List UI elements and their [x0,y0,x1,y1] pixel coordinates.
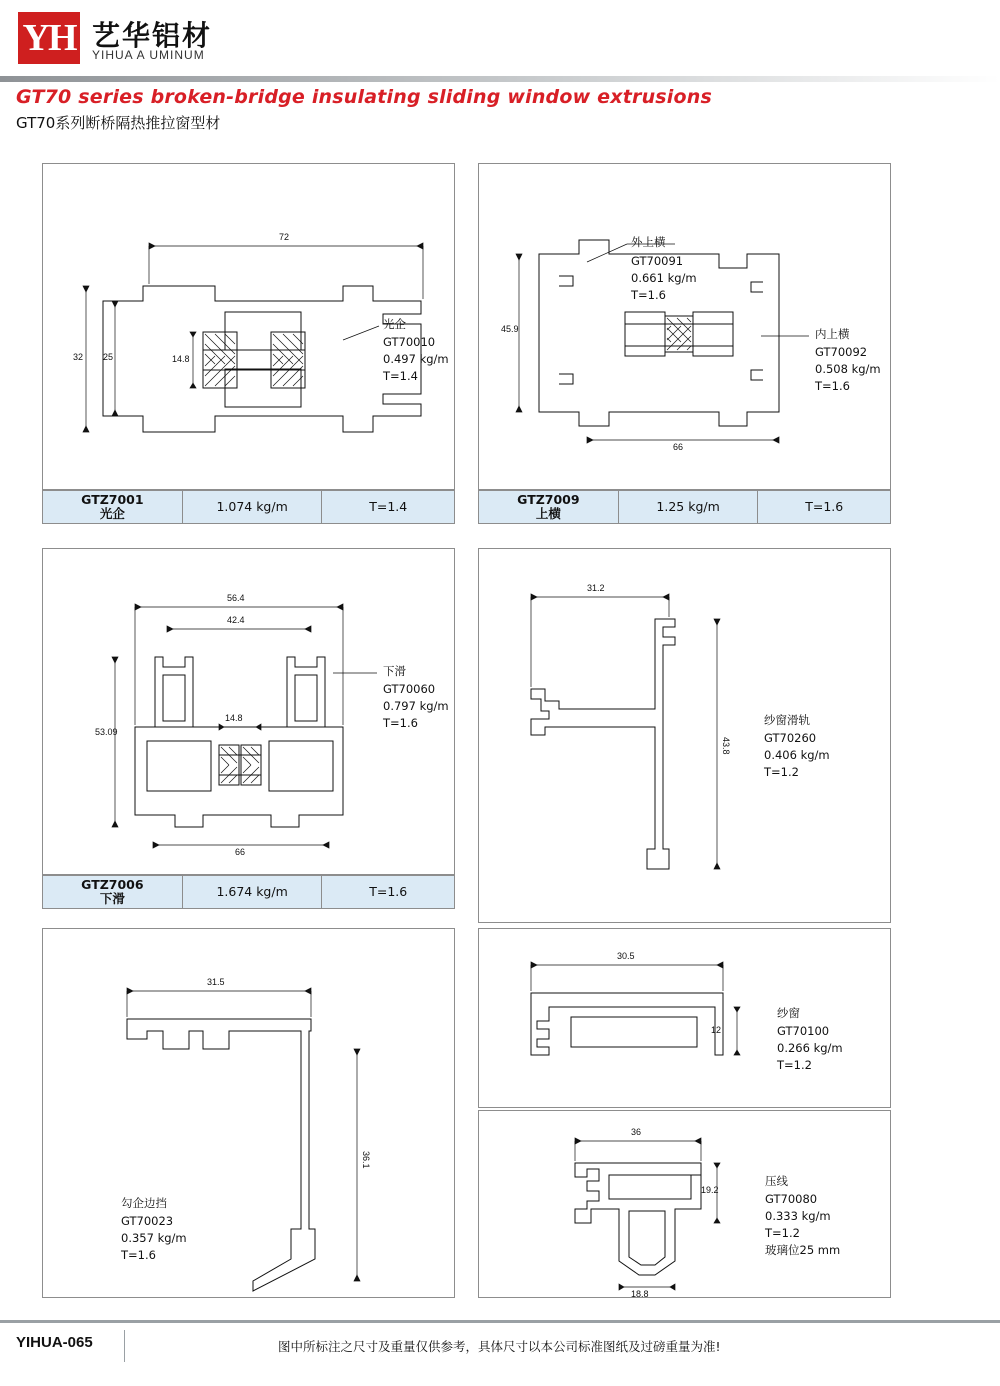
profile-drawing-gt70100 [479,929,890,1107]
logo-mark [18,12,80,64]
part-label-gt70023-thickness: T=1.6 [121,1248,156,1262]
profile-panel-gt70023 [42,928,455,1298]
caption-code: GTZ7006 [81,876,144,892]
part-label-gt70080-code: GT70080 [765,1192,818,1206]
footer-separator [124,1330,125,1362]
part-label-gt70060-name: 下滑 [383,664,406,678]
footer-note: 图中所标注之尺寸及重量仅供参考，具体尺寸以本公司标准图纸及过磅重量为准! [278,1339,721,1354]
caption-code: GTZ7001 [81,491,144,507]
dimension-72: 72 [279,232,290,242]
page-code: YIHUA-065 [16,1334,93,1351]
part-label-gt70080-extra: 玻璃位25 mm [765,1243,841,1257]
profile-drawing-gt70080 [479,1111,890,1297]
part-label-gt70010-name: 光企 [383,317,406,331]
part-label-gt70091-thickness: T=1.6 [631,288,666,302]
dimension-12: 12 [711,1025,722,1035]
caption-weight: 1.25 kg/m [619,491,759,523]
caption-cn: 上横 [535,506,561,521]
dimension-56-4: 56.4 [227,593,245,603]
caption-gtz7001 [42,490,455,524]
caption-code-cell [43,491,183,523]
part-label-gt70080-thickness: T=1.2 [765,1226,800,1240]
page-title-cn: GT70系列断桥隔热推拉窗型材 [16,114,221,132]
dimension-32: 32 [73,352,84,362]
dimension-66: 66 [235,847,246,857]
part-label-gt70010-weight: 0.497 kg/m [383,352,449,366]
profile-drawing-gt70260 [479,549,890,922]
part-label-gt70092-code: GT70092 [815,345,868,359]
caption-weight: 1.674 kg/m [183,876,323,908]
part-label-gt70260-name: 纱窗滑轨 [764,713,810,727]
dimension-25: 25 [103,352,114,362]
part-label-gt70060-code: GT70060 [383,682,436,696]
dimension-53-09: 53.09 [95,727,118,737]
brand-name-cn: 艺华铝材 [92,19,213,52]
profile-panel-gt70260 [478,548,891,923]
part-label-gt70010-thickness: T=1.4 [383,369,418,383]
part-label-gt70023-weight: 0.357 kg/m [121,1231,187,1245]
part-label-gt70023-name: 勾企边挡 [121,1196,167,1210]
caption-cn: 光企 [99,506,125,521]
caption-code-cell [479,491,619,523]
part-label-gt70260-code: GT70260 [764,731,817,745]
dimension-31-5: 31.5 [207,977,225,987]
dimension-14-8: 14.8 [225,713,243,723]
profile-drawing-gt70023 [43,929,454,1297]
part-label-gt70092-thickness: T=1.6 [815,379,850,393]
caption-code: GTZ7009 [517,491,580,507]
page-header [0,0,1000,78]
profile-panel-gtz7001 [42,163,455,490]
part-label-gt70091-code: GT70091 [631,254,684,268]
part-label-gt70023-code: GT70023 [121,1214,174,1228]
part-label-gt70091-weight: 0.661 kg/m [631,271,697,285]
profile-panel-gt70100 [478,928,891,1108]
part-label-gt70080-name: 压线 [765,1174,788,1188]
logo-mark-text: YH [22,17,76,59]
part-label-gt70060-thickness: T=1.6 [383,716,418,730]
dimension-66: 66 [673,442,684,452]
dimension-45-9: 45.9 [501,324,519,334]
header-divider [0,76,1000,82]
profile-panel-gtz7009 [478,163,891,490]
caption-thickness: T=1.6 [369,883,408,899]
dimension-31-2: 31.2 [587,583,605,593]
part-label-gt70060-weight: 0.797 kg/m [383,699,449,713]
part-label-gt70100-weight: 0.266 kg/m [777,1041,843,1055]
caption-code-cell [43,876,183,908]
part-label-gt70100-thickness: T=1.2 [777,1058,812,1072]
part-label-gt70260-thickness: T=1.2 [764,765,799,779]
dimension-36-1: 36.1 [361,1151,371,1169]
caption-cn: 下滑 [99,891,125,906]
dimension-36: 36 [631,1127,642,1137]
dimension-42-4: 42.4 [227,615,245,625]
page-title-en: GT70 series broken-bridge insulating sliding window extrusions [16,86,713,108]
dimension-43-8: 43.8 [721,737,731,755]
footer-divider [0,1320,1000,1323]
caption-thickness: T=1.4 [369,498,408,514]
dimension-30-5: 30.5 [617,951,635,961]
profile-panel-gt70080 [478,1110,891,1298]
part-label-gt70010-code: GT70010 [383,335,436,349]
part-label-gt70100-name: 纱窗 [777,1006,800,1020]
part-label-gt70260-weight: 0.406 kg/m [764,748,830,762]
caption-thickness: T=1.6 [805,498,844,514]
profile-panel-gtz7006 [42,548,455,875]
part-label-gt70091-name: 外上横 [631,235,666,249]
caption-gtz7006 [42,875,455,909]
dimension-19-2: 19.2 [701,1185,719,1195]
caption-gtz7009 [478,490,891,524]
brand-name-en: YIHUA A UMINUM [92,48,205,62]
dimension-14-8: 14.8 [172,354,190,364]
part-label-gt70092-name: 内上横 [815,327,850,341]
part-label-gt70092-weight: 0.508 kg/m [815,362,881,376]
part-label-gt70100-code: GT70100 [777,1024,830,1038]
part-label-gt70080-weight: 0.333 kg/m [765,1209,831,1223]
dimension-18-8: 18.8 [631,1289,649,1299]
caption-weight: 1.074 kg/m [183,491,323,523]
